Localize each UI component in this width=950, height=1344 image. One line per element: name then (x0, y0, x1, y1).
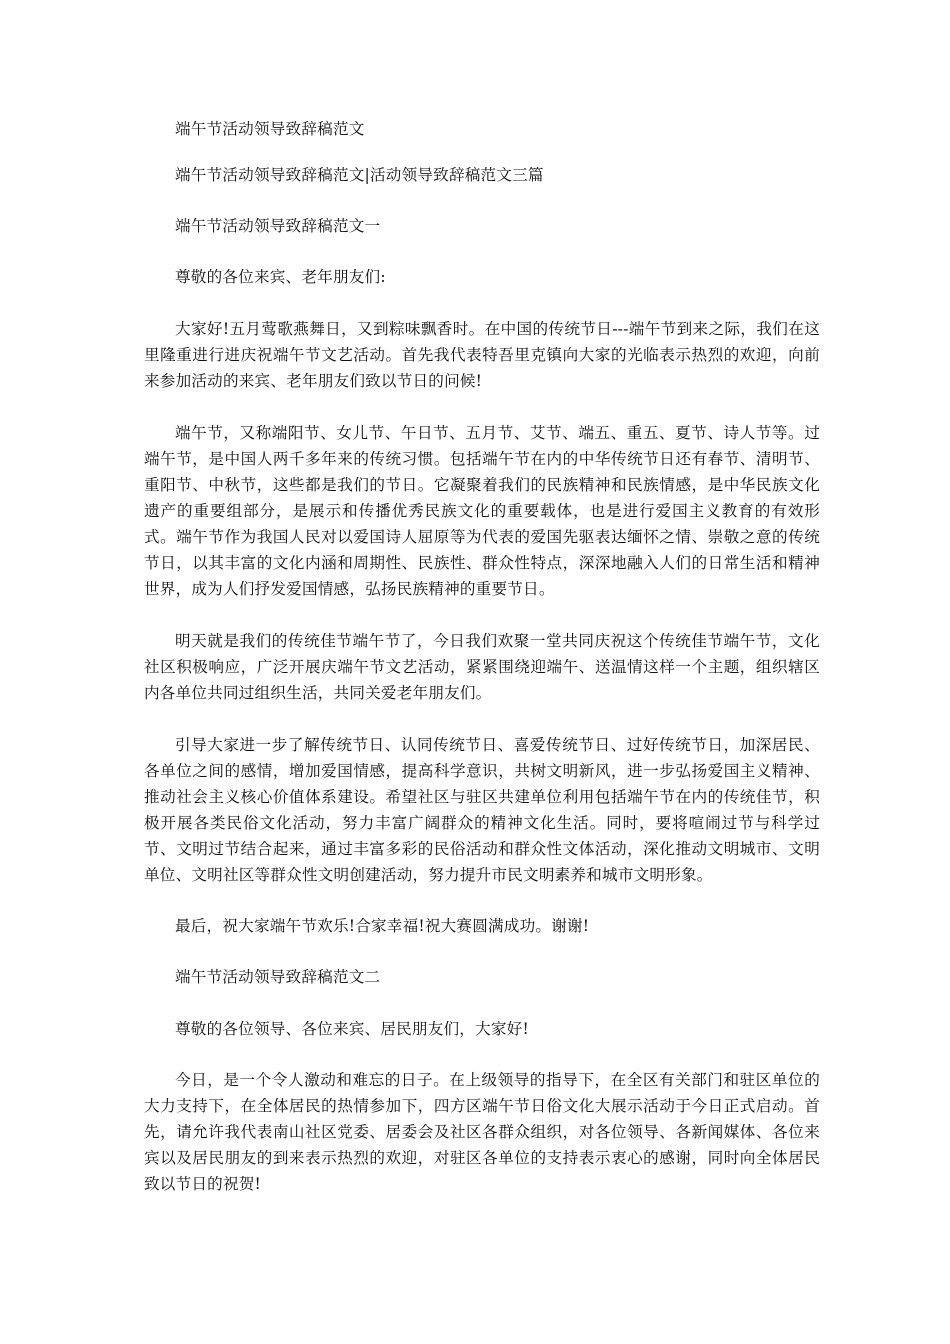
document-body (144, 116, 820, 1193)
body-paragraph: 今日，是一个令人激动和难忘的日子。在上级领导的指导下，在全区有关部门和驻区单位的大力支持下，在全体居民的热情参加下，四方区端午节日俗文化大展示活动于今日正式启动。首先，请允许我代表南山社区党委、居委会及社区各群众组织，对各位领导、各新闻媒体、各位来宾以及居民朋友的到来表示热烈的欢迎，对驻区各单位的支持表示衷心的感谢，同时向全体居民致以节日的祝贺! (144, 1071, 820, 1193)
body-paragraph: 明天就是我们的传统佳节端午节了，今日我们欢聚一堂共同庆祝这个传统佳节端午节，文化社区积极响应，广泛开展庆端午节文艺活动，紧紧围绕迎端午、送温情这样一个主题，组织辖区内各单位共同过组织生活，共同关爱老年朋友们。 (144, 632, 820, 702)
section-heading-two: 端午节活动领导致辞稿范文二 (175, 968, 381, 986)
document-subtitle: 端午节活动领导致辞稿范文|活动领导致辞稿范文三篇 (175, 166, 544, 184)
closing-paragraph: 最后，祝大家端午节欢乐!合家幸福!祝大赛圆满成功。谢谢! (175, 917, 590, 935)
salutation-two: 尊敬的各位领导、各位来宾、居民朋友们，大家好! (175, 1020, 529, 1038)
document-title: 端午节活动领导致辞稿范文 (175, 120, 365, 138)
body-paragraph: 大家好!五月莺歌燕舞日，又到粽味飘香时。在中国的传统节日---端午节到来之际，我们在这里隆重进行进庆祝端午节文艺活动。首先我代表特吾里克镇向大家的光临表示热烈的欢迎，向前来参加活动的来宾、老年朋友们致以节日的问候! (144, 320, 820, 390)
salutation-one: 尊敬的各位来宾、老年朋友们: (175, 268, 386, 286)
body-paragraph: 端午节，又称端阳节、女儿节、午日节、五月节、艾节、端五、重五、夏节、诗人节等。过端午节，是中国人两千多年来的传统习惯。包括端午节在内的中华传统节日还有春节、清明节、重阳节、中秋节，这些都是我们的节日。它凝聚着我们的民族精神和民族情感，是中华民族文化遗产的重要组部分，是展示和传播优秀民族文化的重要载体，也是进行爱国主义教育的有效形式。端午节作为我国人民对以爱国诗人屈原等为代表的爱国先驱表达缅怀之情、崇敬之意的传统节日，以其丰富的文化内涵和周期性、民族性、群众性特点，深深地融入人们的日常生活和精神世界，成为人们抒发爱国情感，弘扬民族精神的重要节日。 (144, 424, 820, 598)
body-paragraph: 引导大家进一步了解传统节日、认同传统节日、喜爱传统节日、过好传统节日，加深居民、各单位之间的感情，增加爱国情感，提高科学意识，共树文明新风，进一步弘扬爱国主义精神、推动社会主义核心价值体系建设。希望社区与驻区共建单位利用包括端午节在内的传统佳节，积极开展各类民俗文化活动，努力丰富广阔群众的精神文化生活。同时，要将喧闹过节与科学过节、文明过节结合起来，通过丰富多彩的民俗活动和群众性文体活动，深化推动文明城市、文明单位、文明社区等群众性文明创建活动，努力提升市民文明素养和城市文明形象。 (144, 736, 820, 884)
section-heading-one: 端午节活动领导致辞稿范文一 (175, 217, 381, 235)
